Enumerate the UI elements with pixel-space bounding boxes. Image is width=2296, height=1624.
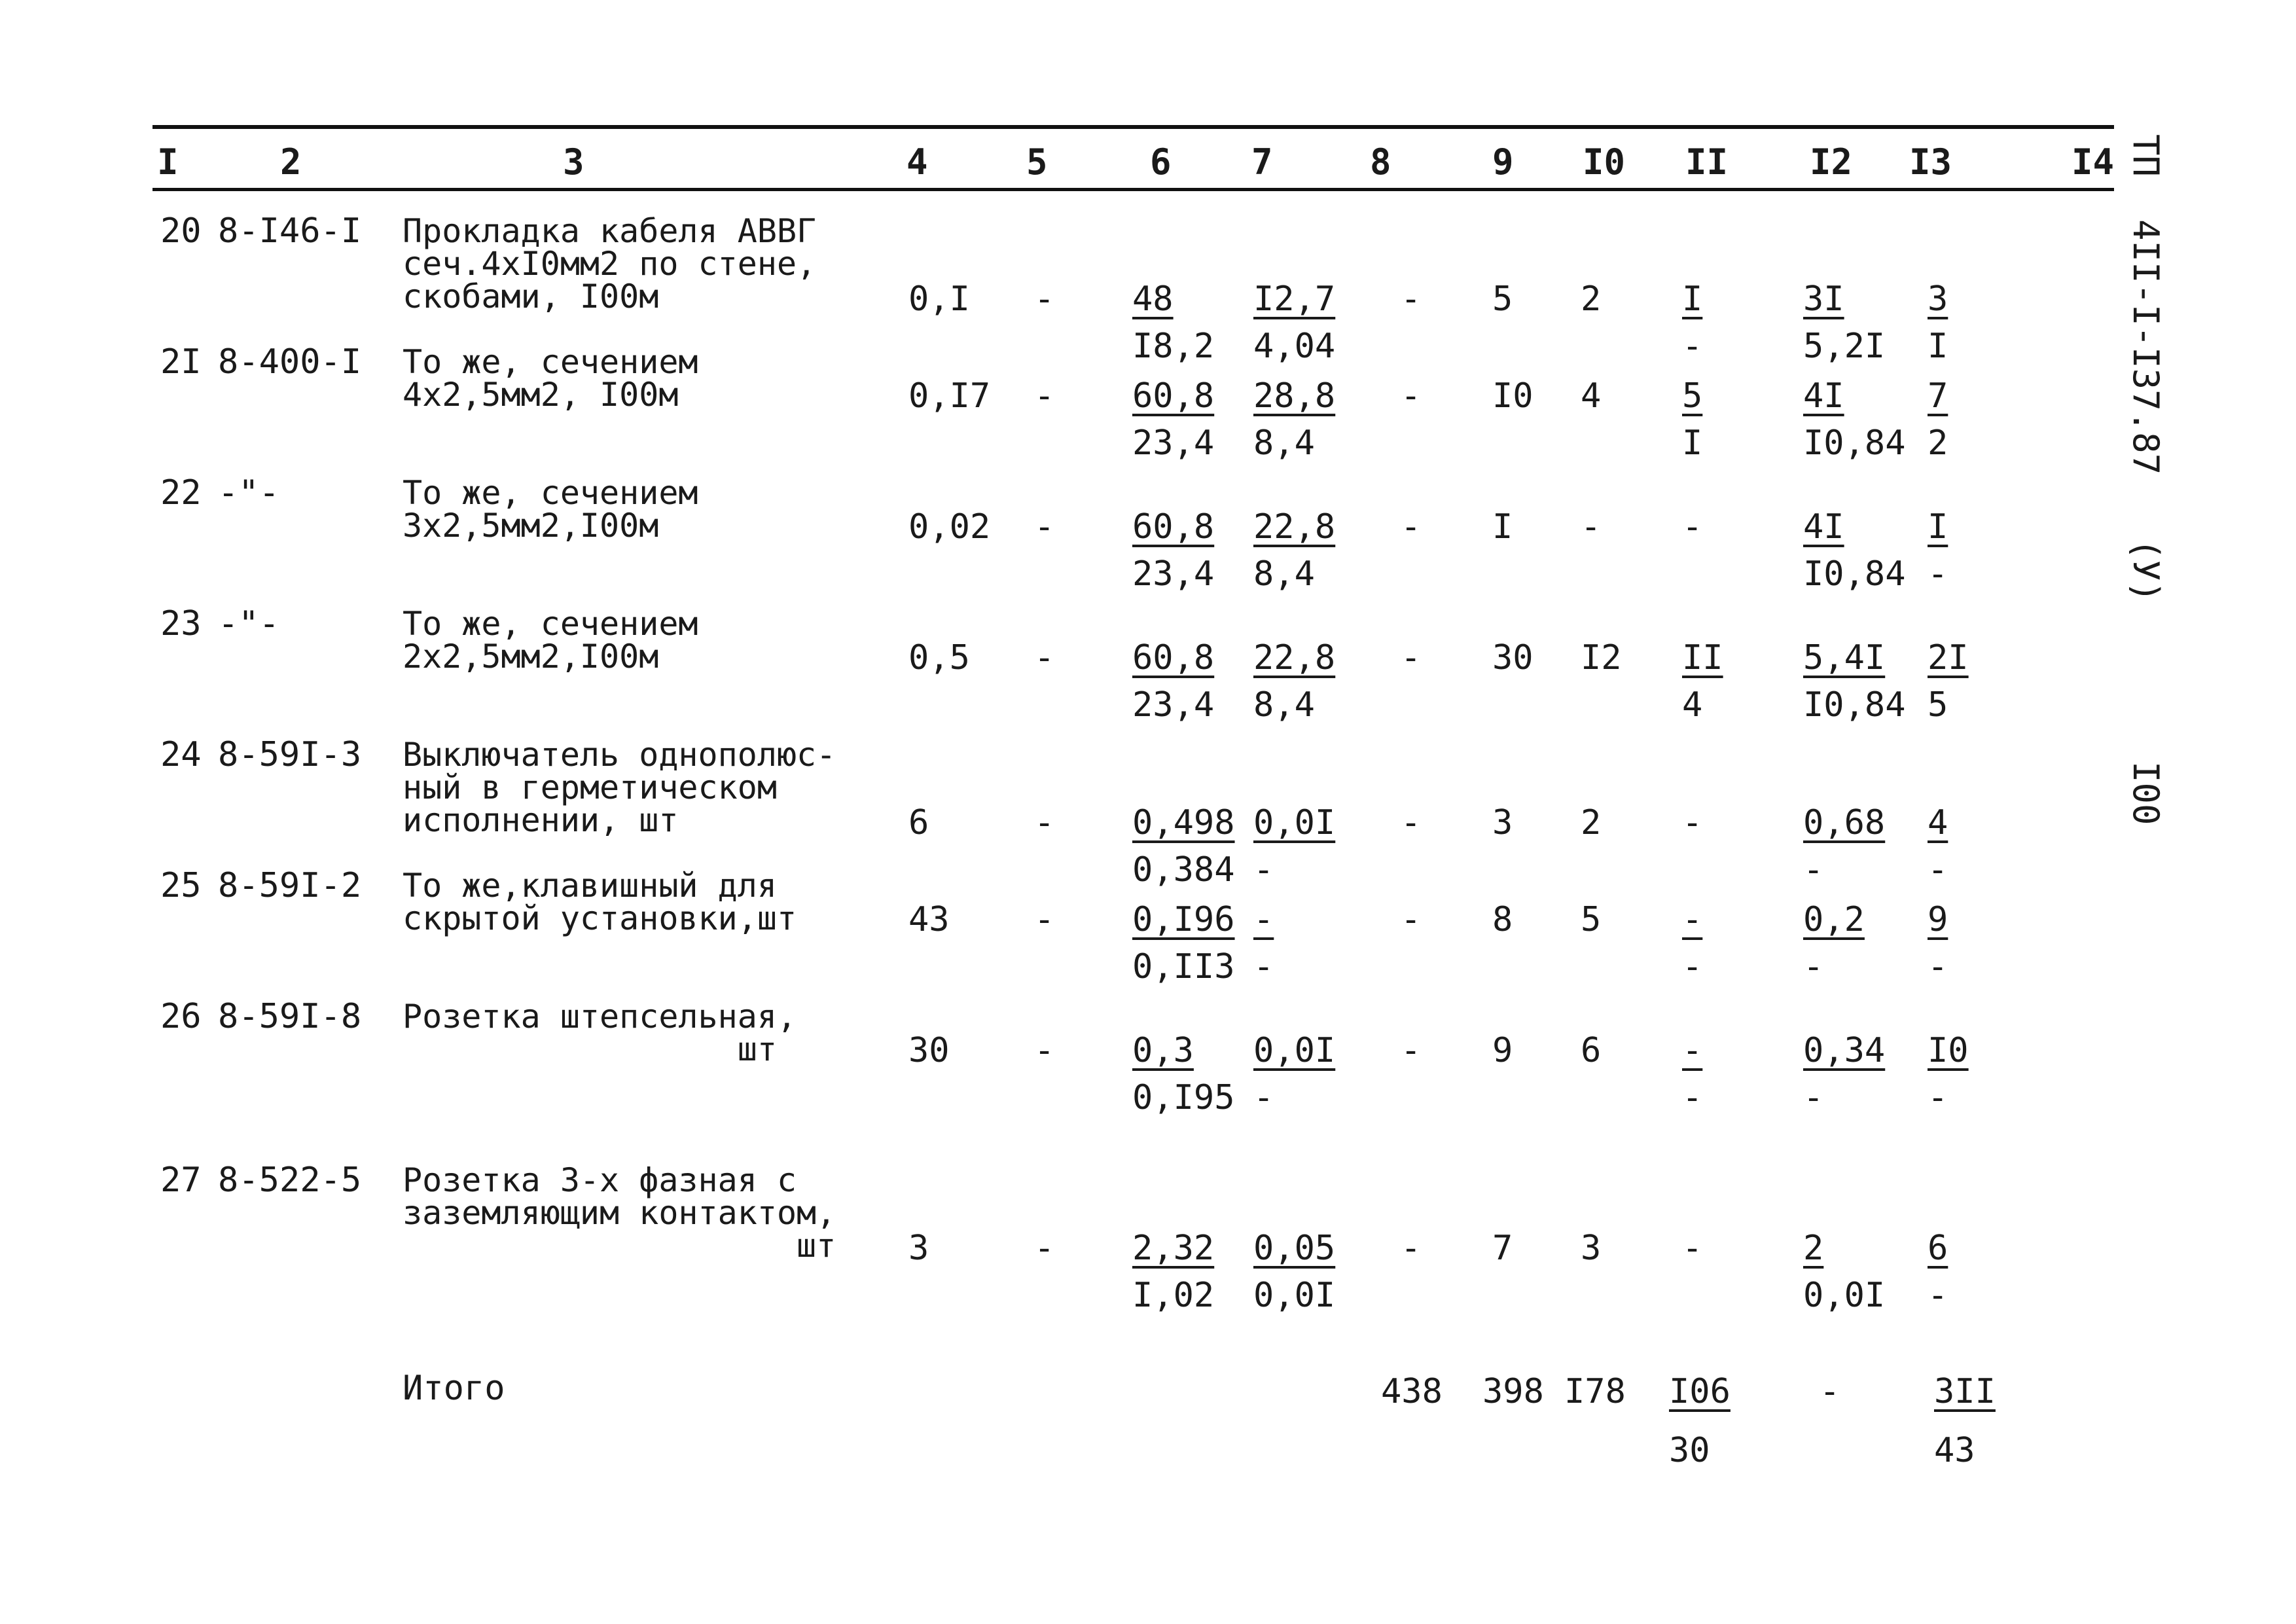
cell-col12-top: 0,34 [1803,1031,1886,1070]
cell-col6-top: 60,8 [1132,638,1215,677]
rate-code: 8-I46-I [218,211,362,251]
cell-col12-bottom: I0,84 [1803,424,1906,463]
cell-col9: 3 [1492,803,1513,842]
work-description: Прокладка кабеля АВВГ [403,212,817,250]
cell-col5: - [1034,900,1055,939]
work-description: шт [403,1227,836,1265]
cell-col12-top: 2 [1803,1229,1824,1268]
work-description: Розетка штепсельная, [403,998,797,1036]
rate-code: -"- [218,604,279,643]
quantity: 0,I [908,280,970,319]
cell-col6-bottom: I8,2 [1132,327,1215,366]
total-col11-top: I06 [1669,1372,1731,1411]
work-description: То же, сечением [403,343,698,381]
total-col13-top: 3II [1934,1372,1996,1411]
column-header: 6 [1150,141,1172,183]
cell-col6-bottom: 23,4 [1132,685,1215,725]
cell-col12-bottom: 5,2I [1803,327,1886,366]
cell-col13-bottom: - [1928,554,1948,594]
cell-col5: - [1034,1031,1055,1070]
total-col9: 398 [1482,1372,1544,1411]
cell-col8: - [1401,1229,1422,1268]
row-number: 24 [160,735,202,774]
cell-col7-bottom: 0,0I [1253,1276,1336,1315]
cell-col8: - [1401,803,1422,842]
work-description: Розетка 3-х фазная с [403,1161,797,1199]
cell-col11-top: II [1682,638,1723,677]
cell-col7-top: 0,0I [1253,1031,1336,1070]
total-col13-bottom: 43 [1934,1431,1975,1470]
cell-col13-top: 3 [1928,280,1948,319]
column-header: I2 [1810,141,1853,183]
cell-col13-top: 4 [1928,803,1948,842]
cell-col13-bottom: - [1928,1276,1948,1315]
total-label: Итого [403,1369,505,1408]
column-header: 8 [1370,141,1391,183]
column-header: 7 [1251,141,1273,183]
cell-col11-bottom: I [1682,424,1703,463]
work-description: скрытой установки,шт [403,899,797,937]
cell-col6-top: 0,I96 [1132,900,1235,939]
cell-col12-top: 4I [1803,507,1844,547]
row-number: 23 [160,604,202,643]
work-description: шт [403,1030,777,1068]
cell-col13-top: 9 [1928,900,1948,939]
work-description: скобами, I00м [403,278,659,316]
cell-col13-bottom: - [1928,947,1948,986]
rate-code: 8-59I-2 [218,866,362,905]
quantity: 43 [908,900,950,939]
cell-col6-top: 48 [1132,280,1174,319]
cell-col7-top: 28,8 [1253,376,1336,416]
row-number: 22 [160,473,202,513]
cell-col11-bottom: - [1682,327,1703,366]
total-col10: I78 [1564,1372,1626,1411]
cell-col10: 6 [1581,1031,1602,1070]
cell-col12-bottom: I0,84 [1803,685,1906,725]
cell-col5: - [1034,376,1055,416]
cell-col6-top: 2,32 [1132,1229,1215,1268]
work-description: сеч.4хI0мм2 по стене, [403,245,817,283]
cell-col7-top: 22,8 [1253,507,1336,547]
cell-col10: 2 [1581,280,1602,319]
column-header: I [157,141,179,183]
cell-col6-top: 0,3 [1132,1031,1194,1070]
cell-col7-bottom: 8,4 [1253,685,1315,725]
cell-col10: - [1581,507,1602,547]
total-col8: 438 [1381,1372,1443,1411]
work-description: исполнении, шт [403,801,679,839]
row-number: 2I [160,342,202,382]
rate-code: -"- [218,473,279,513]
cell-col7-top: 0,0I [1253,803,1336,842]
cell-col9: 7 [1492,1229,1513,1268]
cell-col13-bottom: 5 [1928,685,1948,725]
cell-col6-bottom: 0,II3 [1132,947,1235,986]
cell-col13-bottom: 2 [1928,424,1948,463]
cell-col12-top: 0,2 [1803,900,1865,939]
cell-col5: - [1034,803,1055,842]
rate-code: 8-59I-8 [218,997,362,1036]
cell-col7-top: I2,7 [1253,280,1336,319]
cell-col12-top: 3I [1803,280,1844,319]
cell-col13-top: 6 [1928,1229,1948,1268]
cell-col11-bottom: - [1682,1078,1703,1117]
cell-col5: - [1034,1229,1055,1268]
cell-col9: 8 [1492,900,1513,939]
cell-col8: - [1401,507,1422,547]
cell-col6-bottom: 0,I95 [1132,1078,1235,1117]
rate-code: 8-59I-3 [218,735,362,774]
cell-col12-bottom: I0,84 [1803,554,1906,594]
cell-col8: - [1401,280,1422,319]
cell-col13-bottom: - [1928,1078,1948,1117]
work-description: Выключатель однополюс- [403,736,836,774]
cell-col5: - [1034,638,1055,677]
work-description: То же, сечением [403,605,698,643]
cell-col9: I0 [1492,376,1534,416]
cell-col10: I2 [1581,638,1622,677]
cell-col13-top: 2I [1928,638,1969,677]
cell-col12-bottom: - [1803,1078,1824,1117]
cell-col8: - [1401,900,1422,939]
column-header: II [1685,141,1729,183]
column-header: 4 [906,141,928,183]
cell-col13-top: I [1928,507,1948,547]
cell-col7-bottom: 8,4 [1253,424,1315,463]
cell-col10: 3 [1581,1229,1602,1268]
quantity: 0,I7 [908,376,991,416]
quantity: 6 [908,803,929,842]
cell-col7-bottom: - [1253,850,1274,890]
cell-col13-top: I0 [1928,1031,1969,1070]
cell-col8: - [1401,1031,1422,1070]
cell-col6-top: 0,498 [1132,803,1235,842]
cell-col7-top: - [1253,900,1274,939]
work-description: заземляющим контактом, [403,1194,836,1232]
column-header: I3 [1909,141,1952,183]
column-header: 2 [280,141,302,183]
cell-col12-top: 0,68 [1803,803,1886,842]
cell-col10: 4 [1581,376,1602,416]
cell-col13-bottom: I [1928,327,1948,366]
cell-col11-bottom: - [1682,947,1703,986]
cell-col6-top: 60,8 [1132,507,1215,547]
total-col12: - [1820,1372,1840,1411]
total-col11-bottom: 30 [1669,1431,1710,1470]
cell-col7-bottom: 8,4 [1253,554,1315,594]
document-code: ТП 4II-I-I37.87 (У) [2125,134,2166,603]
cell-col9: 5 [1492,280,1513,319]
cell-col9: 30 [1492,638,1534,677]
cell-col7-bottom: - [1253,947,1274,986]
header-bottom-rule [152,188,2114,191]
work-description: 2х2,5мм2,I00м [403,638,659,676]
cell-col12-top: 4I [1803,376,1844,416]
cell-col11-top: - [1682,900,1703,939]
cell-col6-bottom: 23,4 [1132,554,1215,594]
quantity: 0,5 [908,638,970,677]
cell-col12-top: 5,4I [1803,638,1886,677]
cell-col10: 2 [1581,803,1602,842]
cell-col6-bottom: 0,384 [1132,850,1235,890]
cell-col11-top: 5 [1682,376,1703,416]
cell-col11-bottom: 4 [1682,685,1703,725]
cell-col6-bottom: I,02 [1132,1276,1215,1315]
cell-col6-bottom: 23,4 [1132,424,1215,463]
cell-col11-top: - [1682,1229,1703,1268]
work-description: ный в герметическом [403,768,777,806]
cell-col6-top: 60,8 [1132,376,1215,416]
page-number: I00 [2125,761,2166,825]
quantity: 3 [908,1229,929,1268]
cell-col8: - [1401,376,1422,416]
cell-col7-bottom: - [1253,1078,1274,1117]
row-number: 26 [160,997,202,1036]
cell-col5: - [1034,507,1055,547]
cell-col11-top: - [1682,803,1703,842]
cell-col8: - [1401,638,1422,677]
cell-col11-top: - [1682,1031,1703,1070]
cell-col7-top: 0,05 [1253,1229,1336,1268]
column-header: 5 [1026,141,1048,183]
row-number: 27 [160,1161,202,1200]
cell-col13-bottom: - [1928,850,1948,890]
table-top-rule [152,125,2114,129]
rate-code: 8-522-5 [218,1161,362,1200]
cell-col12-bottom: - [1803,947,1824,986]
work-description: 4х2,5мм2, I00м [403,376,679,414]
work-description: То же,клавишный для [403,867,777,905]
work-description: 3х2,5мм2,I00м [403,507,659,545]
cell-col7-bottom: 4,04 [1253,327,1336,366]
cell-col9: 9 [1492,1031,1513,1070]
quantity: 0,02 [908,507,991,547]
cell-col9: I [1492,507,1513,547]
cell-col5: - [1034,280,1055,319]
row-number: 25 [160,866,202,905]
column-header: 9 [1492,141,1514,183]
cell-col13-top: 7 [1928,376,1948,416]
column-header: I4 [2072,141,2115,183]
work-description: То же, сечением [403,474,698,512]
cell-col10: 5 [1581,900,1602,939]
cell-col12-bottom: 0,0I [1803,1276,1886,1315]
rate-code: 8-400-I [218,342,362,382]
row-number: 20 [160,211,202,251]
cell-col11-top: - [1682,507,1703,547]
column-header: I0 [1583,141,1626,183]
quantity: 30 [908,1031,950,1070]
cell-col12-bottom: - [1803,850,1824,890]
column-header: 3 [563,141,584,183]
cell-col11-top: I [1682,280,1703,319]
cell-col7-top: 22,8 [1253,638,1336,677]
